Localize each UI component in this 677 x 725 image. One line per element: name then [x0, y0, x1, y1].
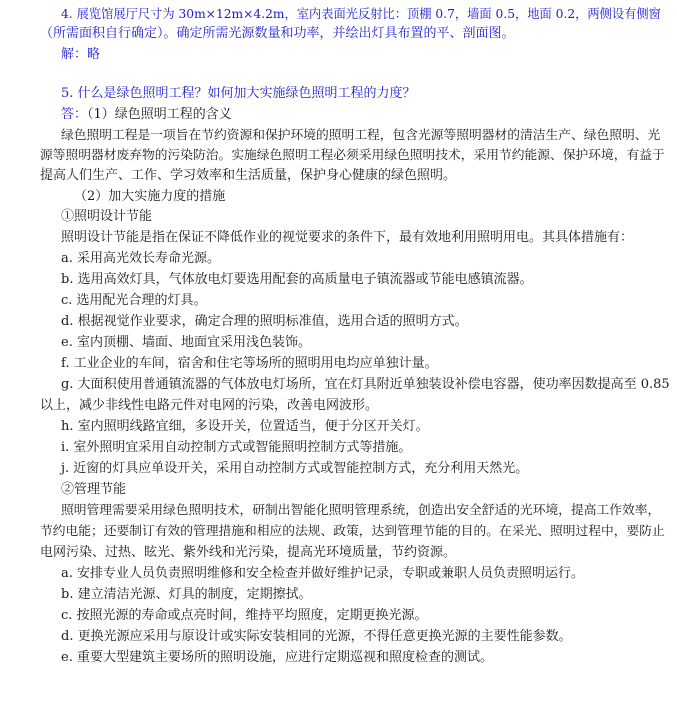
section-1-title: ①照明设计节能: [61, 209, 153, 224]
q4-answer: 解：略: [61, 47, 101, 62]
list-item: d. 更换光源应采用与原设计或实际安装相同的光源，不得任意更换光源的主要性能参数。: [61, 629, 572, 644]
q4-line-2: （所需面积自行确定）。确定所需光源数量和功率，并绘出灯具布置的平、剖面图。: [40, 26, 515, 41]
section-2-intro: 电网污染、过热、眩光、紫外线和光污染，提高光环境质量，节约资源。: [40, 545, 457, 560]
section-2-intro: 节约电能；还要制订有效的管理措施和相应的法规、政策，达到管理节能的目的。在采光、照明过程中，要防止: [40, 524, 665, 539]
list-item: a. 采用高光效长寿命光源。: [61, 251, 221, 266]
list-item: e. 室内顶棚、墙面、地面宜采用浅色装饰。: [61, 335, 311, 350]
list-item: c. 选用配光合理的灯具。: [61, 293, 207, 308]
q4-line-1: 4. 展览馆展厅尺寸为 30m×12m×4.2m，室内表面光反射比：顶棚 0.7，墙面 0.5，地面 0.2，两侧设有侧窗: [61, 7, 661, 21]
list-item: d. 根据视觉作业要求，确定合理的照明标准值，选用合适的照明方式。: [61, 314, 468, 329]
list-item: a. 安排专业人员负责照明维修和安全检查并做好维护记录，专职或兼职人员负责照明运行。: [61, 566, 585, 581]
answer-prefix: 答：: [61, 107, 88, 122]
section-2-intro: 照明管理需要采用绿色照明技术，研制出智能化照明管理系统，创造出安全舒适的光环境，提高工作效率，: [61, 503, 661, 518]
q5-answer-head: [61, 105, 232, 125]
q5-question: 5. 什么是绿色照明工程？如何加大实施绿色照明工程的力度？: [61, 86, 416, 101]
list-item: i. 室外照明宜采用自动控制方式或智能照明控制方式等措施。: [61, 440, 412, 455]
list-item: f. 工业企业的车间，宿舍和住宅等场所的照明用电均应单独计量。: [61, 356, 438, 371]
list-item: j. 近窗的灯具应单设开关，采用自动控制方式或智能控制方式，充分利用天然光。: [61, 461, 529, 476]
list-item: g. 大面积使用普通镇流器的气体放电灯场所，宜在灯具附近单独装设补偿电容器，使功率因数提高至 0.85: [61, 377, 670, 392]
list-item: c. 按照光源的寿命或点亮时间，维持平均照度，定期更换光源。: [61, 608, 428, 623]
part2-title: （2）加大实施力度的措施: [74, 189, 226, 204]
section-1-intro: 照明设计节能是指在保证不降低作业的视觉要求的条件下，最有效地利用照明用电。其具体措施有：: [61, 230, 634, 245]
definition-line: 绿色照明工程是一项旨在节约资源和保护环境的照明工程，包含光源等照明器材的清洁生产、绿色照明、光: [61, 128, 661, 143]
definition-line: 源等照明器材废弃物的污染防治。实施绿色照明工程必须采用绿色照明技术，采用节约能源、保护环境，有益于: [40, 148, 665, 163]
answer-heading-text: （1）绿色照明工程的含义: [87, 107, 232, 122]
list-item: b. 选用高效灯具，气体放电灯要选用配套的高质量电子镇流器或节能电感镇流器。: [61, 272, 533, 287]
list-item: e. 重要大型建筑主要场所的照明设施，应进行定期巡视和照度检查的测试。: [61, 650, 493, 665]
list-item-continuation: 以上，减少非线性电路元件对电网的污染，改善电网波形。: [40, 398, 379, 413]
list-item: b. 建立清洁光源、灯具的制度，定期擦拭。: [61, 587, 312, 602]
list-item: h. 室内照明线路宜细，多设开关，位置适当，便于分区开关灯。: [61, 419, 429, 434]
definition-line: 提高人们生产、工作、学习效率和生活质量，保护身心健康的绿色照明。: [40, 168, 457, 183]
section-2-title: ②管理节能: [61, 482, 127, 497]
